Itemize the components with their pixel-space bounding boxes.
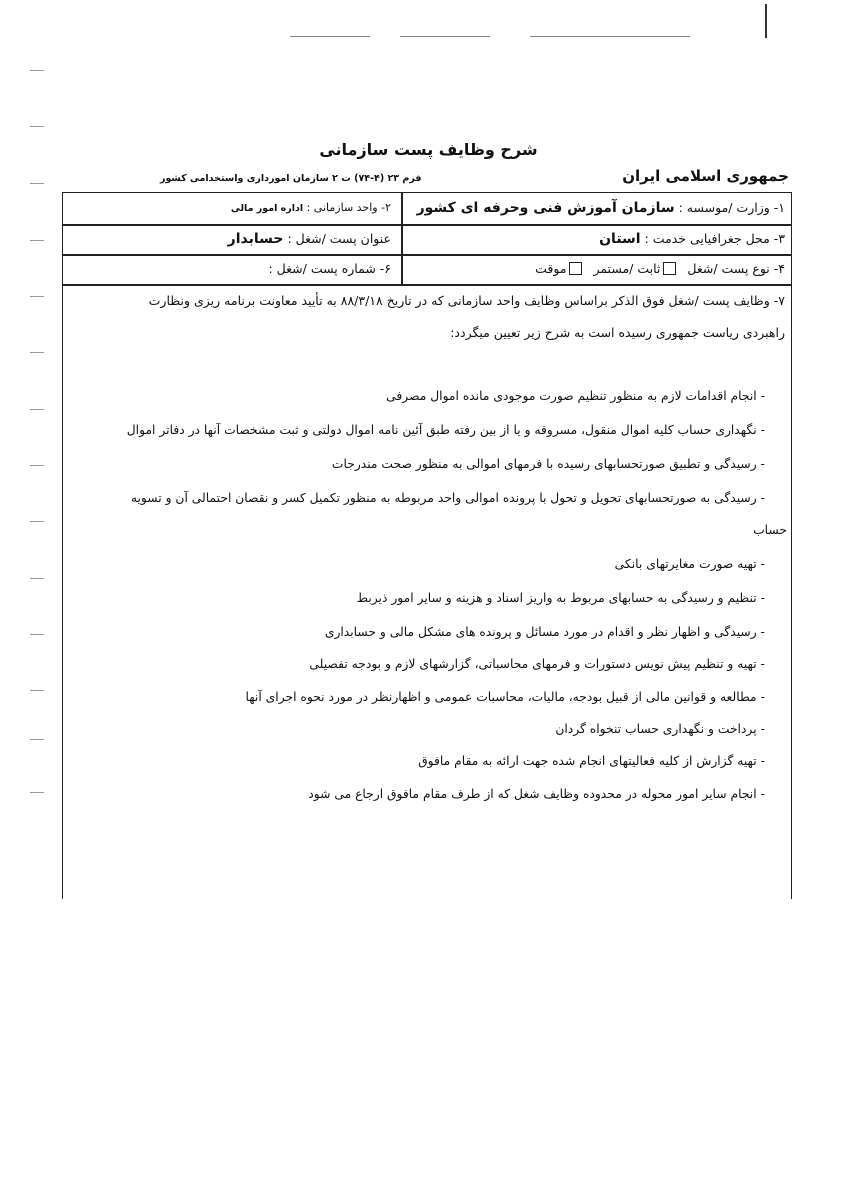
duty-item: - انجام سایر امور محوله در محدوده وظایف شغل که از طرف مقام مافوق ارجاع می شود xyxy=(308,787,765,801)
row-divider xyxy=(63,284,791,286)
document-title: شرح وظایف پست سازمانی xyxy=(319,140,538,159)
duty-item: - پرداخت و نگهداری حساب تنخواه گردان xyxy=(555,722,765,736)
duty-item: - مطالعه و قوانین مالی از قبیل بودجه، مالیات، محاسبات عمومی و اظهارنظر در مورد نحوه اجرای آنها xyxy=(245,690,765,704)
job-title-value: حسابدار xyxy=(227,231,284,247)
duties-intro-line-1: ۷- وظایف پست /شغل فوق الذکر براساس وظایف واحد سازمانی که در تاریخ ۸۸/۳/۱۸ به تأیید معاونت برنامه ریزی ونظارت xyxy=(148,293,785,308)
duty-item: - رسیدگی به صورتحسابهای تحویل و تحول با پرونده اموالی واحد مربوطه به منظور تکمیل کسر و نقصان احتمالی آن و تسویه xyxy=(130,491,765,505)
scan-tick xyxy=(30,70,44,71)
ministry-value: سازمان آموزش فنی وحرفه ای کشور xyxy=(416,200,675,216)
duties-intro-line-2: راهبردی ریاست جمهوری رسیده است به شرح زیر تعیین میگردد: xyxy=(450,325,785,340)
ministry-label: ۱- وزارت /موسسه : xyxy=(678,200,785,215)
scan-tick xyxy=(30,634,44,635)
scan-tick xyxy=(30,409,44,410)
scan-tick xyxy=(30,240,44,241)
type-label: ۴- نوع پست /شغل xyxy=(687,261,785,276)
job-title-field xyxy=(228,231,391,247)
scan-edge-mark xyxy=(765,4,767,38)
duty-item: - تنظیم و رسیدگی به حسابهای مربوط به واریز اسناد و هزینه و سایر امور ذیربط xyxy=(356,591,765,605)
scan-tick xyxy=(30,739,44,740)
duty-item: - تهیه و تنظیم پیش نویس دستورات و فرمهای محاسباتی، گزارشهای لازم و بودجه تفصیلی xyxy=(309,657,765,671)
job-title-label: عنوان پست /شغل : xyxy=(287,231,391,246)
row-divider xyxy=(63,224,791,226)
country-name: جمهوری اسلامی ایران xyxy=(622,167,789,185)
duty-item-continuation: حساب xyxy=(753,523,787,537)
column-divider xyxy=(401,193,403,286)
row-divider xyxy=(63,254,791,256)
scan-tick xyxy=(30,792,44,793)
scan-tick xyxy=(30,126,44,127)
post-number-field xyxy=(268,261,391,276)
type-option-temporary: موقت xyxy=(535,261,567,276)
type-option-permanent: ثابت /مستمر xyxy=(593,261,661,276)
form-frame xyxy=(62,192,792,899)
ministry-field xyxy=(417,200,785,216)
scan-dash xyxy=(290,36,370,37)
duty-item: - رسیدگی و اظهار نظر و اقدام در مورد مسائل و پرونده های مشکل مالی و حسابداری xyxy=(324,625,765,639)
scan-tick xyxy=(30,352,44,353)
duty-item: - تهیه صورت مغایرتهای بانکی xyxy=(614,557,765,571)
scan-dash xyxy=(530,36,690,37)
scan-tick xyxy=(30,465,44,466)
type-field xyxy=(535,261,785,276)
scan-tick xyxy=(30,521,44,522)
post-number-label: ۶- شماره پست /شغل : xyxy=(268,261,391,276)
duty-item: - نگهداری حساب کلیه اموال منقول، مسروقه و یا از بین رفته طبق آئین نامه اموال دولتی و ثبت مشخصات آنها در دفاتر اموال xyxy=(126,423,765,437)
scan-tick xyxy=(30,690,44,691)
permanent-checkbox[interactable] xyxy=(663,262,676,275)
duty-item: - انجام اقدامات لازم به منظور تنظیم صورت موجودی مانده اموال مصرفی xyxy=(386,389,765,403)
scan-dash xyxy=(400,36,490,37)
unit-value: اداره امور مالی xyxy=(230,203,304,214)
duty-item: - رسیدگی و تطبیق صورتحسابهای رسیده با فرمهای اموالی به منظور صحت مندرجات xyxy=(331,457,765,471)
scan-tick xyxy=(30,296,44,297)
duty-item: - تهیه گزارش از کلیه فعالیتهای انجام شده جهت ارائه به مقام مافوق xyxy=(418,754,765,768)
location-value: استان xyxy=(599,231,641,247)
scan-tick xyxy=(30,578,44,579)
location-field xyxy=(599,231,785,247)
unit-field xyxy=(231,201,391,214)
unit-label: ۲- واحد سازمانی : xyxy=(306,201,391,214)
scan-tick xyxy=(30,183,44,184)
temporary-checkbox[interactable] xyxy=(569,262,582,275)
form-reference: فرم ۲۳ (۴-۷۴) ت ۲ سازمان امورداری واستخدامی کشور xyxy=(160,173,422,184)
location-label: ۳- محل جغرافیایی خدمت : xyxy=(644,231,785,246)
